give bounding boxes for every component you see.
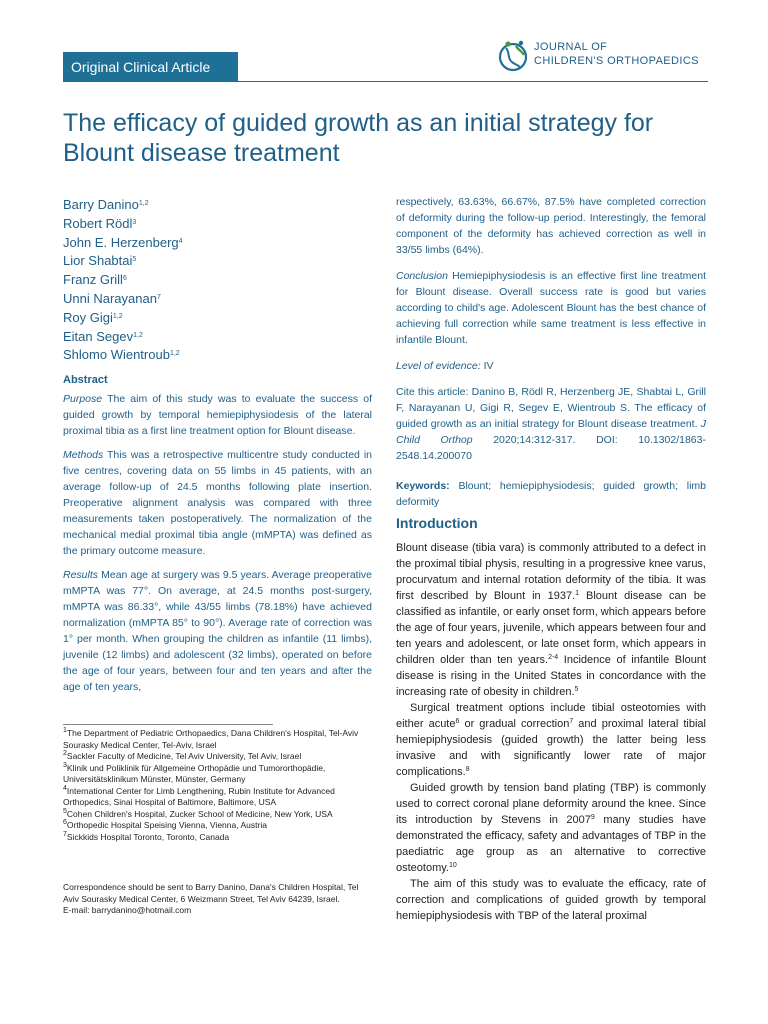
- reference-superscript: 7: [569, 718, 574, 725]
- methods-text: This was a retrospective multicentre study conducted in five centres, covering data on 55 limbs in 45 patients, with an average follow-up of 24.5 months following plate insertion. Preoperative alignment analysis was compared with three measurements taken postoperatively. The normalization of the mechanical medial proximal tibia angle (mMPTA) was defined as the primary outcome measure.: [63, 449, 372, 557]
- citation-text: Cite this article: Danino B, Rödl R, Herzenberg JE, Shabtai L, Grill F, Narayanan U, Gigi R, Segev E, Wientroub S. The efficacy of guided growth as an initial strategy for Blount disease treatment.: [396, 386, 706, 430]
- author-name: Unni Narayanan$^7$: [63, 290, 161, 306]
- introduction-paragraph: Blount disease (tibia vara) is commonly attributed to a defect in the proximal tibial physis, resulting in a progressive knee varus, procurvatum and internal rotation deformity of the tibia. It was first described by Blount in 1937.$^1$ Blount disease can be classified as infantile, or early onset form, which appears before the age of four years, juvenile, which appears between four and ten years and adolescent, or late onset form, which appears in children older than ten years.$^{2-4}$ Incidence of infantile Blount disease is rising in the United States in concordance with the increasing rate of obesity in children.$^5$: [396, 542, 706, 698]
- affiliation-footnote: $^5$Cohen Children's Hospital, Zucker School of Medicine, New York, USA: [63, 807, 333, 819]
- abstract-conclusion: [396, 268, 706, 348]
- abstract-left-column: [63, 391, 372, 695]
- author-name: Robert Rödl$^3$: [63, 215, 137, 231]
- correspondence: [63, 882, 375, 917]
- purpose-text: The aim of this study was to evaluate the success of guided growth by temporal hemiepiphysiodesis of the lateral proximal tibia as a first line treatment option for Blount disease.: [63, 393, 372, 437]
- results-label: Results: [63, 569, 99, 581]
- abstract-right-column: [396, 194, 706, 510]
- keywords-label: Keywords:: [396, 480, 450, 492]
- reference-superscript: 9: [590, 814, 595, 821]
- purpose-label: Purpose: [63, 393, 103, 405]
- affiliation-footnote: $^3$Klinik und Poliklinik für Allgemeine Orthopädie und Tumororthopädie, Universitätsklinikum Münster, Münster, Germany: [63, 761, 326, 784]
- author-name: Shlomo Wientroub$^{1,2}$: [63, 347, 180, 363]
- author-name: Eitan Segev$^{1,2}$: [63, 328, 143, 344]
- keywords-text: Blount; hemiepiphysiodesis; guided growth; limb deformity: [396, 480, 707, 508]
- affiliation-footnote: $^7$Sickkids Hospital Toronto, Toronto, Canada: [63, 830, 230, 842]
- results-text: Mean age at surgery was 9.5 years. Average preoperative mMPTA was 77°. On average, at 24.5 months post-surgery, mMPTA was 86.33°, while 43/55 limbs (78.18%) have achieved normalization (mMPTA 85° to 90°). Average rate of correction was 1° per month. When grouping the children as infantile (11 limbs), juvenile (12 limbs) and adolescent (32 limbs), operated on before the age of four years, between four and ten years and after the age of ten years,: [63, 569, 373, 693]
- author-name: Barry Danino$^{1,2}$: [63, 197, 149, 212]
- reference-superscript: 10: [449, 862, 457, 869]
- citation-journal: J Child Orthop: [396, 418, 706, 446]
- keywords: [396, 478, 706, 510]
- journal-name-line2: CHILDREN'S ORTHOPAEDICS: [534, 55, 699, 67]
- affiliation-footnote: $^6$Orthopedic Hospital Speising Vienna, Vienna, Austria: [63, 819, 267, 830]
- reference-superscript: 2-4: [548, 654, 559, 661]
- article-type-badge: Original Clinical Article: [63, 52, 238, 82]
- reference-superscript: 8: [465, 766, 470, 773]
- correspondence-text: Correspondence should be sent to Barry Danino, Dana's Children Hospital, Tel Aviv Sourasky Medical Center, 6 Weizmann Street, Tel Aviv 64239, Israel.: [63, 882, 359, 904]
- introduction-paragraph: The aim of this study was to evaluate the efficacy, rate of correction and complications of guided growth by temporal hemiepiphysiodesis with TBP of the lateral proximal: [396, 878, 706, 922]
- citation-details: 2020;14:312-317. DOI: 10.1302/1863-2548.14.200070: [396, 434, 706, 462]
- abstract-heading: Abstract: [63, 374, 108, 386]
- methods-label: Methods: [63, 449, 104, 461]
- affiliation-footnote: $^1$The Department of Pediatric Orthopaedics, Dana Children's Hospital, Tel-Aviv Sourasky Medical Center, Tel-Aviv, Israel: [63, 727, 359, 750]
- abstract-results: [63, 567, 372, 695]
- abstract-results-continued: respectively, 63.63%, 66.67%, 87.5% have completed correction of deformity during the follow-up period. Interestingly, the femoral component of the deformity has achieved correction as well in 33/55 limbs (64%).: [396, 196, 706, 256]
- affiliation-footnote: $^2$Sackler Faculty of Medicine, Tel Aviv University, Tel Aviv, Israel: [63, 750, 302, 761]
- article-title: The efficacy of guided growth as an initial strategy for Blount disease treatment: [63, 109, 654, 167]
- evidence-label: Level of evidence:: [396, 360, 481, 372]
- introduction-paragraph: Guided growth by tension band plating (TBP) is commonly used to correct coronal plane deformity around the knee. Since its introduction by Stevens in 2007$^9$ many studies have demonstrated the efficacy, safety and advantages of TBP in the paediatric age group as an alternative to corrective osteotomy.$^{10}$: [396, 782, 706, 874]
- evidence-value: IV: [483, 360, 494, 372]
- introduction-heading: Introduction: [396, 515, 478, 531]
- introduction-paragraph: Surgical treatment options include tibial osteotomies with either acute$^6$ or gradual correction$^7$ and proximal lateral tibial hemiepiphysiodesis (guided growth) the latter being less invasive and with significantly lower rate of major complications.$^8$: [396, 702, 706, 778]
- abstract-methods: [63, 447, 372, 559]
- reference-superscript: 5: [574, 686, 579, 693]
- introduction-body: [396, 540, 706, 924]
- footnote-rule: [63, 724, 273, 725]
- conclusion-text: Hemiepiphysiodesis is an effective first line treatment for Blount disease. Overall success rate is good but varies according to child's age. Adolescent Blount has the best chance of achieving full correction while same treatment is less effective in infantile Blount.: [396, 270, 706, 346]
- level-of-evidence: [396, 358, 706, 374]
- author-list: [63, 196, 363, 365]
- affiliation-footnote: $^4$International Center for Limb Lengthening, Rubin Institute for Advanced Orthopedics, Sinai Hospital of Baltimore, Baltimore, USA: [63, 784, 335, 807]
- globe-logo-icon: [498, 38, 530, 74]
- journal-name-line1: JOURNAL OF: [534, 41, 608, 53]
- author-name: John E. Herzenberg$^4$: [63, 234, 183, 250]
- abstract-purpose: [63, 391, 372, 439]
- journal-logo: [498, 38, 713, 78]
- affiliations-footnotes: [63, 728, 378, 843]
- author-name: Lior Shabtai$^5$: [63, 253, 137, 269]
- header-rule: [238, 81, 708, 82]
- reference-superscript: 1: [575, 590, 580, 597]
- correspondence-email: E-mail: barrydanino@hotmail.com: [63, 905, 192, 915]
- conclusion-label: Conclusion: [396, 270, 448, 282]
- reference-superscript: 6: [455, 718, 460, 725]
- citation: [396, 384, 706, 464]
- author-name: Roy Gigi$^{1,2}$: [63, 309, 123, 325]
- author-name: Franz Grill$^6$: [63, 272, 127, 288]
